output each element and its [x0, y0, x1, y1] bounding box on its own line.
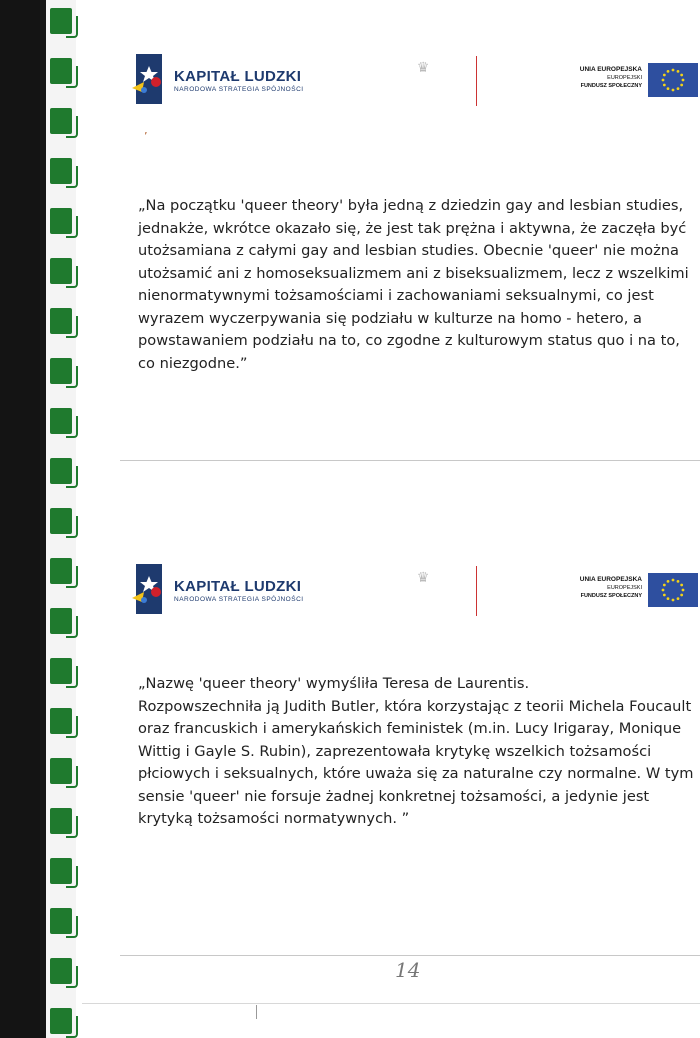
eu-star-icon	[667, 597, 670, 600]
quote-text	[138, 195, 694, 375]
eu-star-icon	[672, 579, 675, 582]
eu-flag-icon	[648, 573, 698, 607]
binding-coil	[50, 158, 72, 184]
polish-eagle-emblem-icon: ♛	[416, 570, 430, 586]
eu-line-1: UNIA EUROPEJSKA	[579, 576, 642, 583]
eu-star-icon	[667, 70, 670, 73]
program-branding	[174, 578, 304, 603]
eu-star-icon	[680, 584, 683, 587]
eu-line-1: UNIA EUROPEJSKA	[579, 66, 642, 73]
program-title: KAPITAŁ LUDZKI	[174, 578, 302, 595]
binding-coil	[50, 358, 72, 384]
eu-star-icon	[672, 69, 675, 72]
binding-coil	[50, 708, 72, 734]
slide-divider	[120, 460, 700, 461]
eu-star-icon	[680, 74, 683, 77]
eu-star-icon	[663, 74, 666, 77]
slide-1	[82, 0, 700, 460]
binding-coil	[50, 958, 72, 984]
quote-text	[138, 673, 694, 831]
kapital-ludzki-logo-icon	[132, 562, 166, 616]
eu-star-icon	[672, 89, 675, 92]
eu-star-icon	[677, 87, 680, 90]
binding-coil	[50, 108, 72, 134]
eu-star-icon	[662, 589, 665, 592]
eu-line-3: FUNDUSZ SPOŁECZNY	[580, 83, 642, 89]
binding-coil	[50, 558, 72, 584]
binding-coil	[50, 858, 72, 884]
quote-paragraph: Rozpowszechniła ją Judith Butler, która korzystając z teorii Michela Foucault oraz francuskich i amerykańskich feministek (m.in. Lucy Irigaray, Monique Wittig i Gayle S. Rubin), zaprezentowała krytykę wszelkich tożsamości płciowych i seksualnych, które uważa się za naturalne czy normalne. W tym sensie 'queer' nie forsuje żadnej konkretnej tożsamości, a jedynie jest krytyką tożsamości normatywnych. ”	[138, 697, 694, 827]
binding-coil	[50, 308, 72, 334]
binding-coil	[50, 408, 72, 434]
binding-coil	[50, 1008, 72, 1034]
page-bottom-rule	[120, 955, 700, 956]
eu-star-icon	[667, 87, 670, 90]
eu-star-icon	[682, 79, 685, 82]
binding-coil	[50, 808, 72, 834]
quote-first-line: „Nazwę 'queer theory' wymyśliła Teresa de Laurentis.	[138, 675, 530, 692]
page-edge-rule	[82, 1003, 700, 1004]
binding-coil	[50, 208, 72, 234]
program-branding	[174, 68, 304, 93]
program-subtitle: NARODOWA STRATEGIA SPÓJNOŚCI	[174, 596, 304, 603]
eu-caption	[558, 576, 642, 600]
pen-mark	[256, 1005, 257, 1019]
kapital-ludzki-logo-icon	[132, 52, 166, 106]
binding-coil	[50, 658, 72, 684]
binding-coil	[50, 608, 72, 634]
binding-coil	[50, 908, 72, 934]
eu-star-icon	[667, 580, 670, 583]
eu-star-icon	[680, 594, 683, 597]
binding-coil	[50, 758, 72, 784]
binding-coil	[50, 258, 72, 284]
binding-coil	[50, 8, 72, 34]
eu-flag-icon	[648, 63, 698, 97]
eu-star-icon	[682, 589, 685, 592]
eu-star-icon	[662, 79, 665, 82]
eu-caption	[558, 66, 642, 90]
binding-coil	[50, 508, 72, 534]
eu-star-icon	[672, 599, 675, 602]
spiral-binding-backing	[0, 0, 46, 1038]
polish-eagle-emblem-icon: ♛	[416, 60, 430, 76]
eu-star-icon	[680, 84, 683, 87]
ministry-logo	[370, 56, 477, 106]
eu-line-2: EUROPEJSKI	[607, 75, 642, 81]
slide-2	[82, 510, 700, 960]
eu-star-icon	[677, 70, 680, 73]
eu-line-2: EUROPEJSKI	[607, 585, 642, 591]
eu-star-icon	[677, 580, 680, 583]
eu-line-3: FUNDUSZ SPOŁECZNY	[580, 593, 642, 599]
program-subtitle: NARODOWA STRATEGIA SPÓJNOŚCI	[174, 86, 304, 93]
page-number: 14	[395, 958, 421, 982]
binding-coil	[50, 458, 72, 484]
quote-paragraph: „Na początku 'queer theory' była jedną z dziedzin gay and lesbian studies, jednakże, wkrótce okazało się, że jest tak prężna i aktywna, że zaczęła być utożsamiana z całymi gay and lesbian studies. Obecnie 'queer' nie można utożsamić ani z homoseksualizmem ani z biseksualizmem, lecz z wszelkimi nienormatywnymi tożsamościami i zachowaniami seksualnymi, co jest wyrazem wyczerpywania się podziału w kulturze na homo - hetero, a powstawaniem podziału na to, co zgodne z kulturowym status quo i na to, co niezgodne.”	[138, 197, 689, 372]
ministry-logo	[370, 566, 477, 616]
eu-star-icon	[663, 594, 666, 597]
pen-mark: ʼ	[144, 130, 148, 143]
program-title: KAPITAŁ LUDZKI	[174, 68, 302, 85]
binding-coil	[50, 58, 72, 84]
eu-star-icon	[663, 84, 666, 87]
eu-star-icon	[677, 597, 680, 600]
eu-star-icon	[663, 584, 666, 587]
